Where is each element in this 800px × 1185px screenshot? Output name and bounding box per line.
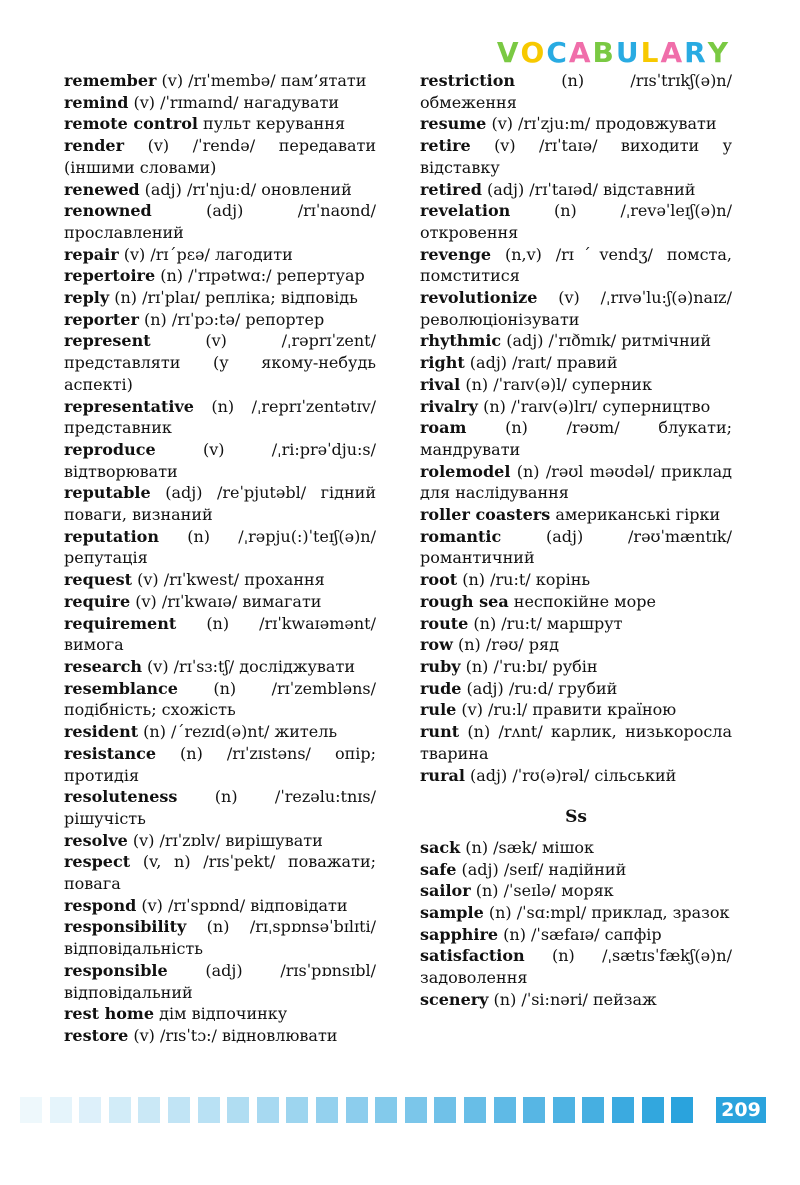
headword: sailor — [420, 881, 471, 901]
headword: roller coasters — [420, 505, 551, 525]
headword: restore — [64, 1025, 129, 1045]
dictionary-entry — [64, 830, 376, 852]
definition: (v) /rɪˈsɜ:tʃ/ досліджувати — [141, 656, 355, 676]
headword: retired — [420, 179, 482, 199]
dictionary-entry — [64, 960, 376, 1003]
definition: (adj) /rɪsˈpɒnsɪbl/ відповідальний — [64, 960, 376, 1002]
title-letter: R — [684, 36, 708, 69]
dictionary-entry — [64, 179, 376, 201]
definition: (n) /ru:t/ корінь — [457, 570, 591, 590]
definition: (adj) /seɪf/ надійний — [456, 859, 627, 879]
headword: respect — [64, 852, 131, 872]
title-letter: V — [496, 36, 521, 69]
headword: reporter — [64, 309, 139, 329]
definition: (n) /ˌsætɪsˈfækʃ(ə)n/ задоволення — [420, 946, 732, 988]
definition: (adj) /ru:d/ грубий — [461, 678, 618, 698]
definition: (n) /rɪˌspɒnsəˈbɪlɪti/ відповідальність — [64, 917, 376, 959]
dictionary-entry — [420, 330, 732, 352]
headword: rest home — [64, 1004, 154, 1024]
footer-bar — [20, 1097, 780, 1123]
definition: (adj) /reˈpjutəbl/ гідний поваги, визнаний — [64, 483, 376, 525]
definition: (v) /ˌri:prəˈdju:s/ відтворювати — [64, 439, 376, 481]
dictionary-entry — [64, 613, 376, 656]
definition: (n) /ˈsæfaɪə/ сапфір — [498, 924, 662, 944]
dictionary-entry — [420, 70, 732, 113]
headword: reply — [64, 288, 110, 308]
definition: (adj) /rɪˈnaʊnd/ прославлений — [64, 201, 376, 242]
definition: (n) /ˈsi:nəri/ пейзаж — [488, 989, 657, 1009]
definition: (n) /ˈrɪpətwɑ:/ репертуар — [155, 266, 365, 286]
dictionary-entry — [64, 92, 376, 114]
headword: requirement — [64, 613, 177, 633]
definition: (v) /rɪˈkwest/ прохання — [132, 570, 325, 590]
left-column — [64, 70, 376, 1047]
definition: (n) /rɪsˈtrɪkʃ(ə)n/ обмеження — [420, 71, 732, 112]
dictionary-entry — [64, 656, 376, 678]
headword: renowned — [64, 201, 152, 221]
definition: (n) /ˈraɪv(ə)lrɪ/ суперництво — [477, 396, 711, 416]
dictionary-entry — [420, 504, 732, 526]
definition: (v) /rɪˈzɒlv/ вирішувати — [127, 830, 323, 850]
definition: (n) /ˌreprɪˈzentətɪv/ представник — [64, 396, 376, 438]
footer-square — [50, 1097, 72, 1123]
footer-square — [553, 1097, 575, 1123]
headword: runt — [420, 722, 460, 742]
dictionary-entry — [420, 287, 732, 330]
headword: responsibility — [64, 917, 187, 937]
definition: (n) /rʌnt/ карлик, низькоросла тварина — [420, 722, 732, 763]
headword: roam — [420, 418, 467, 438]
dictionary-entry — [64, 330, 376, 395]
dictionary-entry — [420, 765, 732, 787]
definition: (n) /ˈru:bɪ/ рубін — [460, 656, 598, 676]
footer-square — [257, 1097, 279, 1123]
headword: resemblance — [64, 678, 178, 698]
dictionary-entry — [420, 179, 732, 201]
definition: (n) /rɪˈzɪstəns/ опір; протидія — [64, 743, 376, 785]
dictionary-entry — [64, 439, 376, 482]
dictionary-entry — [420, 526, 732, 569]
definition: (v) /rɪˈtaɪə/ виходити у відставку — [420, 136, 732, 177]
definition: дім відпочинку — [154, 1004, 288, 1024]
headword: renewed — [64, 179, 140, 199]
dictionary-entry — [420, 837, 732, 859]
definition: (adj) /rəʊˈmæntɪk/ романтичний — [420, 526, 732, 568]
definition: (v) /rɪˈmembə/ пам’ятати — [156, 71, 367, 90]
headword: restriction — [420, 71, 516, 90]
headword: rival — [420, 374, 461, 394]
headword: rhythmic — [420, 331, 502, 351]
title-letter: B — [592, 36, 616, 69]
dictionary-entry — [64, 895, 376, 917]
footer-square — [286, 1097, 308, 1123]
definition: (n) /rəʊl məʊdəl/ приклад для наслідування — [420, 461, 732, 503]
dictionary-entry — [420, 945, 732, 988]
headword: representative — [64, 396, 194, 416]
headword: reputation — [64, 526, 159, 546]
definition: (v) /ˌrəprɪˈzent/ представляти (у якому-небудь аспекті) — [64, 331, 376, 394]
definition: (adj) /rɪˈtaɪəd/ відставний — [481, 179, 696, 199]
footer-square — [198, 1097, 220, 1123]
dictionary-entry — [420, 396, 732, 418]
dictionary-entry — [420, 374, 732, 396]
definition: (n) /rəʊm/ блукати; мандрувати — [420, 418, 732, 459]
dictionary-entry — [420, 591, 732, 613]
title-letter: O — [520, 36, 547, 69]
definition: (n) /ˌrəpju(:)ˈteɪʃ(ə)n/ репутація — [64, 526, 376, 568]
definition: американські гірки — [550, 505, 721, 525]
title-letter: L — [640, 36, 661, 69]
headword: rough sea — [420, 591, 509, 611]
dictionary-entry — [420, 902, 732, 924]
dictionary-entry — [64, 265, 376, 287]
definition: (n) /ru:t/ маршрут — [468, 613, 623, 633]
definition: (adj) /ˈrɪðmɪk/ ритмічний — [501, 331, 712, 351]
dictionary-entry — [64, 678, 376, 721]
headword: render — [64, 136, 125, 156]
dictionary-entry — [64, 287, 376, 309]
title-letter: U — [615, 36, 641, 69]
footer-square — [346, 1097, 368, 1123]
headword: romantic — [420, 526, 502, 546]
footer-square — [316, 1097, 338, 1123]
definition: (n) /rɪˈplaɪ/ репліка; відповідь — [109, 288, 358, 308]
dictionary-entry — [64, 482, 376, 525]
dictionary-entry — [420, 880, 732, 902]
headword: rural — [420, 765, 465, 785]
headword: rule — [420, 700, 457, 720]
dictionary-entry — [420, 352, 732, 374]
headword: require — [64, 591, 131, 611]
dictionary-entry — [420, 656, 732, 678]
definition: (adj) /raɪt/ правий — [464, 353, 618, 373]
footer-square — [671, 1097, 693, 1123]
definition: (v) /rɪˊpɛə/ лагодити — [118, 244, 293, 264]
definition: (v, n) /rɪsˈpekt/ поважати; повага — [64, 852, 376, 894]
headword: scenery — [420, 989, 489, 1009]
headword: ruby — [420, 656, 461, 676]
dictionary-entry — [64, 1025, 376, 1047]
dictionary-entry — [420, 924, 732, 946]
definition: (n,v) /rɪˊvendʒ/ помста, помститися — [420, 244, 732, 286]
definition: (adj) /rɪˈnju:d/ оновлений — [139, 179, 352, 199]
headword: resolve — [64, 830, 128, 850]
dictionary-entry — [64, 569, 376, 591]
headword: remote control — [64, 114, 198, 134]
dictionary-entry — [64, 851, 376, 894]
footer-square — [494, 1097, 516, 1123]
definition: (adj) /ˈrʊ(ə)rəl/ сільський — [464, 765, 677, 785]
footer-square — [612, 1097, 634, 1123]
dictionary-entry — [420, 113, 732, 135]
dictionary-entry — [64, 721, 376, 743]
headword: root — [420, 570, 458, 590]
headword: route — [420, 613, 469, 633]
title-letter: Y — [707, 36, 730, 69]
footer-square — [227, 1097, 249, 1123]
right-column — [420, 70, 732, 1011]
headword: rolemodel — [420, 461, 511, 481]
dictionary-entry — [420, 417, 732, 460]
headword: resume — [420, 114, 487, 134]
dictionary-entry — [64, 135, 376, 178]
headword: represent — [64, 331, 151, 351]
headword: remind — [64, 92, 129, 112]
dictionary-entry — [64, 916, 376, 959]
footer-square — [582, 1097, 604, 1123]
headword: responsible — [64, 960, 168, 980]
dictionary-entry — [64, 786, 376, 829]
dictionary-entry — [64, 396, 376, 439]
definition: (v) /ˈrɪmaɪnd/ нагадувати — [128, 92, 339, 112]
headword: revelation — [420, 201, 511, 221]
dictionary-entry — [64, 244, 376, 266]
dictionary-entry — [420, 569, 732, 591]
definition: (n) /sæk/ мішок — [460, 837, 595, 857]
headword: remember — [64, 71, 157, 90]
footer-square — [523, 1097, 545, 1123]
dictionary-entry — [420, 613, 732, 635]
headword: reproduce — [64, 439, 156, 459]
dictionary-entry — [420, 699, 732, 721]
definition: (n) /rɪˈpɔ:tə/ репортер — [138, 309, 325, 329]
headword: resident — [64, 722, 139, 742]
definition: (v) /rɪˈkwaɪə/ вимагати — [130, 591, 322, 611]
footer-square — [434, 1097, 456, 1123]
definition: (n) /rɪˈkwaɪəmənt/ вимога — [64, 613, 376, 655]
headword: sapphire — [420, 924, 499, 944]
dictionary-entry — [64, 526, 376, 569]
definition: (v) /ˌrɪvəˈlu:ʃ(ə)naɪz/ революціонізувати — [420, 288, 732, 329]
page-number: 209 — [716, 1097, 766, 1123]
headword: sample — [420, 903, 484, 923]
dictionary-entry — [420, 678, 732, 700]
dictionary-entry — [64, 591, 376, 613]
definition: (n) /ˈsɑ:mpl/ приклад, зразок — [483, 903, 730, 923]
definition: (n) /ˌrevəˈleɪʃ(ə)n/ откровення — [420, 201, 732, 242]
headword: revenge — [420, 244, 492, 264]
definition: (n) /rɪˈzembləns/ подібність; схожість — [64, 678, 376, 720]
dictionary-entry — [420, 721, 732, 764]
dictionary-entry — [64, 743, 376, 786]
headword: resistance — [64, 743, 157, 763]
definition: (n) /ˈseɪlə/ моряк — [470, 881, 614, 901]
dictionary-entry — [420, 989, 732, 1011]
definition: пульт керування — [197, 114, 346, 134]
headword: right — [420, 353, 465, 373]
headword: rude — [420, 678, 462, 698]
headword: respond — [64, 895, 137, 915]
headword: repair — [64, 244, 119, 264]
footer-square — [642, 1097, 664, 1123]
title-letter: C — [546, 36, 569, 69]
headword: research — [64, 656, 142, 676]
footer-square — [375, 1097, 397, 1123]
definition: (v) /rɪsˈtɔ:/ відновлювати — [128, 1025, 338, 1045]
definition: (v) /ˈrendə/ передавати (іншими словами) — [64, 136, 376, 177]
dictionary-entry — [420, 859, 732, 881]
headword: retire — [420, 136, 471, 156]
footer-square — [464, 1097, 486, 1123]
headword: request — [64, 570, 133, 590]
dictionary-entry — [64, 309, 376, 331]
definition: неспокійне море — [508, 591, 656, 611]
title-letter: A — [660, 36, 685, 69]
footer-square — [109, 1097, 131, 1123]
headword: row — [420, 635, 453, 655]
headword: safe — [420, 859, 457, 879]
dictionary-entry — [64, 200, 376, 243]
definition: (v) /rɪˈspɒnd/ відповідати — [136, 895, 348, 915]
vocabulary-title — [497, 36, 730, 69]
headword: repertoire — [64, 266, 156, 286]
headword: satisfaction — [420, 946, 525, 966]
footer-square — [168, 1097, 190, 1123]
title-letter: A — [568, 36, 593, 69]
definition: (v) /ru:l/ правити країною — [456, 700, 677, 720]
footer-square — [405, 1097, 427, 1123]
headword: resoluteness — [64, 787, 178, 807]
definition: (n) /ˈrezəlu:tnɪs/ рішучість — [64, 787, 376, 828]
dictionary-entry — [64, 70, 376, 92]
dictionary-entry — [64, 113, 376, 135]
dictionary-entry — [420, 244, 732, 287]
definition: (n) /rəʊ/ ряд — [452, 635, 559, 655]
definition: (v) /rɪˈzju:m/ продовжувати — [486, 114, 717, 134]
headword: sack — [420, 837, 461, 857]
headword: rivalry — [420, 396, 478, 416]
footer-square — [138, 1097, 160, 1123]
dictionary-entry — [420, 200, 732, 243]
dictionary-entry — [420, 135, 732, 178]
definition: (n) /ˈraɪv(ə)l/ суперник — [460, 374, 652, 394]
footer-square — [79, 1097, 101, 1123]
headword: revolutionize — [420, 288, 538, 308]
dictionary-entry — [64, 1003, 376, 1025]
dictionary-entry — [420, 461, 732, 504]
footer-square — [20, 1097, 42, 1123]
headword: reputable — [64, 483, 151, 503]
section-heading-s: Ss — [565, 807, 587, 828]
dictionary-entry — [420, 634, 732, 656]
definition: (n) /ˊrezɪd(ə)nt/ житель — [138, 722, 338, 742]
